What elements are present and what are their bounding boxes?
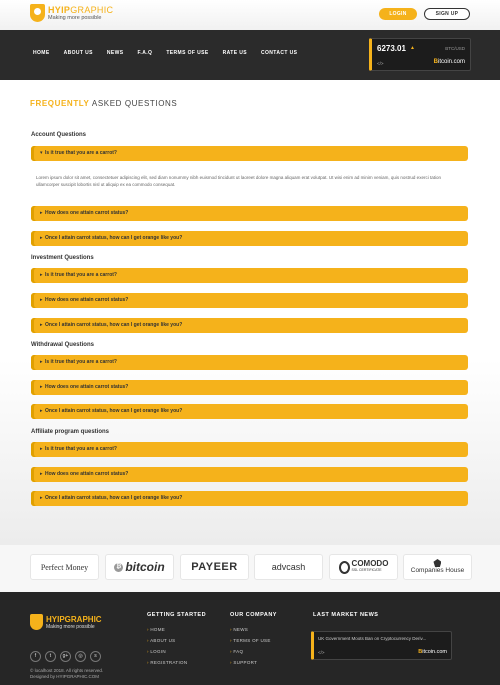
section-title: Affiliate program questions (31, 429, 110, 435)
nav-about-us[interactable]: ABOUT US (63, 50, 93, 56)
chevron-right-icon: ▸ (40, 272, 43, 278)
signup-button[interactable]: SIGN UP (424, 8, 470, 20)
faq-item[interactable]: ▸ Once I attain carrot status, how can I get orange like you? (31, 318, 468, 333)
footer-link[interactable]: › NEWS (230, 624, 277, 635)
footer-link[interactable]: › TERMS OF USE (230, 635, 277, 646)
chevron-right-icon: ▸ (40, 322, 43, 328)
faq-item[interactable]: ▸ Once I attain carrot status, how can I get orange like you? (31, 404, 468, 419)
footer-link[interactable]: › FAQ (230, 646, 277, 657)
currency-pair: BTC/USD (445, 46, 465, 51)
brand-name-a: HYIP (48, 4, 71, 15)
shield-logo-icon (30, 4, 45, 22)
nav-menu (33, 50, 297, 56)
footer-link[interactable]: › REGISTRATION (147, 657, 206, 668)
chevron-right-icon: ▸ (40, 210, 43, 216)
footer-link[interactable]: › LOGIN (147, 646, 206, 657)
section-title: Investment Questions (31, 255, 94, 261)
copyright: © localhost 2018. All rights reserved. Designed by HYIPGRAPHIC.COM (30, 668, 104, 679)
btc-price-ticker[interactable] (369, 38, 471, 71)
nav-terms[interactable]: TERMS OF USE (166, 50, 209, 56)
chevron-right-icon: ▸ (40, 235, 43, 241)
footer-logo[interactable]: HYIPGRAPHIC Making more possible (30, 614, 102, 630)
twitter-icon[interactable]: t (45, 651, 56, 662)
shield-logo-icon (30, 614, 43, 630)
chevron-right-icon: ▸ (40, 408, 43, 414)
bitcoin-com-logo: Bitcoin.com (418, 649, 447, 655)
price-up-icon: ▲ (410, 45, 415, 51)
bitcoin-logo: ₿ bitcoin (105, 554, 174, 580)
bitcoin-com-logo: Bitcoin.com (433, 59, 465, 65)
footer-col-our-company: OUR COMPANY › NEWS › TERMS OF USE › FAQ › SUPPORT (230, 612, 277, 668)
faq-item[interactable]: ▸ Is it true that you are a carrot? (31, 268, 468, 283)
brand-name-b: GRAPHIC (70, 4, 114, 15)
faq-item[interactable]: ▸ Once I attain carrot status, how can I get orange like you? (31, 231, 468, 246)
footer-col-market-news: LAST MARKET NEWS (313, 612, 379, 618)
crest-icon (433, 559, 441, 567)
market-news-widget[interactable] (311, 631, 452, 660)
companies-house-logo: Companies House (403, 554, 472, 580)
payeer-logo: PAYEER (180, 554, 249, 580)
perfect-money-logo: Perfect Money (30, 554, 99, 580)
skype-icon[interactable]: s (90, 651, 101, 662)
nav-rate-us[interactable]: RATE US (222, 50, 247, 56)
faq-item[interactable]: ▾ Is it true that you are a carrot? (31, 146, 468, 161)
chevron-right-icon: ▸ (40, 297, 43, 303)
chevron-right-icon: ▸ (40, 384, 43, 390)
payment-logos (0, 545, 500, 592)
faq-item[interactable]: ▸ How does one attain carrot status? (31, 293, 468, 308)
comodo-logo: COMODO SSL CERTIFICATE (329, 554, 398, 580)
section-title: Account Questions (31, 132, 87, 138)
bitcoin-icon: ₿ (114, 563, 123, 572)
footer-link[interactable]: › SUPPORT (230, 657, 277, 668)
instagram-icon[interactable]: ◎ (75, 651, 86, 662)
faq-main (0, 80, 500, 545)
footer-link[interactable]: › HOME (147, 624, 206, 635)
site-logo[interactable] (30, 4, 113, 22)
faq-item[interactable]: ▸ How does one attain carrot status? (31, 467, 468, 482)
section-title: Withdrawal Questions (31, 342, 94, 348)
footer (0, 592, 500, 685)
comodo-ring-icon (339, 561, 350, 574)
chevron-right-icon: ▸ (40, 471, 43, 477)
faq-item[interactable]: ▸ How does one attain carrot status? (31, 206, 468, 221)
nav-home[interactable]: HOME (33, 50, 50, 56)
facebook-icon[interactable]: f (30, 651, 41, 662)
faq-item[interactable]: ▸ Is it true that you are a carrot? (31, 442, 468, 457)
social-links (30, 651, 101, 662)
btc-price: 6273.01 (377, 44, 406, 53)
chevron-down-icon: ▾ (40, 150, 43, 156)
news-headline[interactable]: UK Government Moots Ban on Cryptocurrency Deriv... (318, 636, 427, 641)
nav-contact-us[interactable]: CONTACT US (261, 50, 298, 56)
page-title: FREQUENTLY ASKED QUESTIONS (30, 99, 178, 108)
embed-code-icon: </> (318, 650, 325, 655)
chevron-right-icon: ▸ (40, 446, 43, 452)
brand-tagline: Making more possible (48, 14, 102, 21)
chevron-right-icon: ▸ (40, 359, 43, 365)
faq-answer: Lorem ipsum dolor sit amet, consectetuer adipiscing elit, sed diam nonummy nibh euismod tincidunt ut laoreet dolore magna aliquam erat volutpat. Ut wisi enim ad minim veniam, quis nostrud exerci tation ullamcorper suscipit lobortis nisl ut aliquip ex ea commodo consequat. (36, 175, 441, 187)
advcash-logo: advcash (254, 554, 323, 580)
faq-item[interactable]: ▸ Is it true that you are a carrot? (31, 355, 468, 370)
chevron-right-icon: ▸ (40, 495, 43, 501)
faq-item[interactable]: ▸ Once I attain carrot status, how can I get orange like you? (31, 491, 468, 506)
login-button[interactable]: LOGIN (379, 8, 417, 20)
top-header (0, 0, 500, 30)
embed-code-icon: </> (377, 61, 384, 66)
faq-item[interactable]: ▸ How does one attain carrot status? (31, 380, 468, 395)
nav-news[interactable]: NEWS (106, 50, 124, 56)
footer-link[interactable]: › ABOUT US (147, 635, 206, 646)
footer-col-getting-started: GETTING STARTED › HOME › ABOUT US › LOGIN › REGISTRATION (147, 612, 206, 668)
nav-faq[interactable]: F.A.Q (137, 50, 153, 56)
google-plus-icon[interactable]: g+ (60, 651, 71, 662)
